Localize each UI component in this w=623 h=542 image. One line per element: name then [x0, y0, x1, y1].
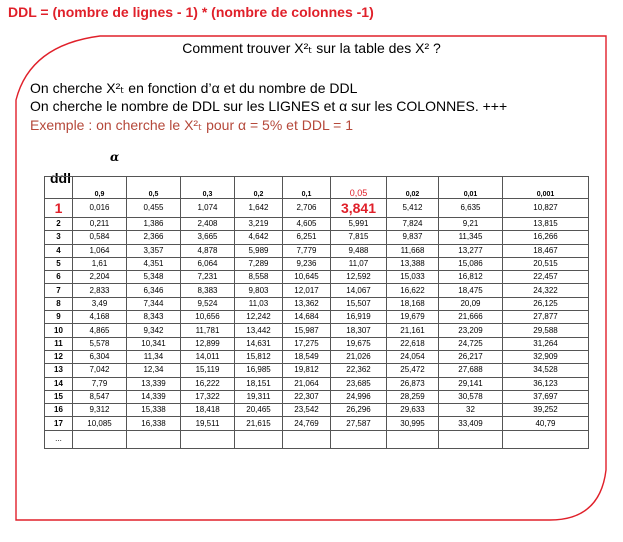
- value-cell: 10,827: [503, 199, 589, 218]
- value-cell: 18,151: [235, 377, 283, 390]
- value-cell: 4,605: [283, 218, 331, 231]
- value-cell: 22,307: [283, 390, 331, 403]
- value-cell: 0,455: [127, 199, 181, 218]
- ddl-cell: 2: [45, 218, 73, 231]
- value-cell: 15,033: [387, 271, 439, 284]
- table-row: [45, 231, 589, 244]
- ddl-cell: 12: [45, 350, 73, 363]
- value-cell: 18,307: [331, 324, 387, 337]
- page-title: [0, 40, 623, 57]
- alpha-column-header: 0,5: [127, 177, 181, 199]
- value-cell: 16,985: [235, 364, 283, 377]
- value-cell: 7,79: [73, 377, 127, 390]
- value-cell: 8,547: [73, 390, 127, 403]
- value-cell: 21,161: [387, 324, 439, 337]
- empty-cell: [73, 430, 127, 448]
- value-cell: 13,362: [283, 297, 331, 310]
- table-row: [45, 297, 589, 310]
- value-cell: 29,633: [387, 404, 439, 417]
- table-row: [45, 364, 589, 377]
- ddl-cell: 11: [45, 337, 73, 350]
- value-cell: 5,412: [387, 199, 439, 218]
- value-cell: 14,631: [235, 337, 283, 350]
- value-cell: 20,09: [439, 297, 503, 310]
- value-cell: 15,119: [181, 364, 235, 377]
- value-cell: 21,064: [283, 377, 331, 390]
- value-cell: 6,346: [127, 284, 181, 297]
- value-cell: 8,383: [181, 284, 235, 297]
- value-cell: 8,343: [127, 311, 181, 324]
- table-row: [45, 284, 589, 297]
- value-cell: 20,515: [503, 257, 589, 270]
- value-cell: 15,086: [439, 257, 503, 270]
- value-cell: 1,642: [235, 199, 283, 218]
- value-cell: 14,339: [127, 390, 181, 403]
- value-cell: 22,457: [503, 271, 589, 284]
- ddl-cell: 17: [45, 417, 73, 430]
- value-cell: 12,34: [127, 364, 181, 377]
- value-cell: 3,219: [235, 218, 283, 231]
- ddl-cell: 7: [45, 284, 73, 297]
- value-cell: 13,815: [503, 218, 589, 231]
- value-cell: 1,074: [181, 199, 235, 218]
- table-row: [45, 390, 589, 403]
- value-cell: 6,064: [181, 257, 235, 270]
- value-cell: 13,442: [235, 324, 283, 337]
- value-cell: 12,242: [235, 311, 283, 324]
- value-cell: 25,472: [387, 364, 439, 377]
- value-cell: 22,618: [387, 337, 439, 350]
- value-cell: 2,706: [283, 199, 331, 218]
- value-cell: 16,812: [439, 271, 503, 284]
- ddl-cell: 3: [45, 231, 73, 244]
- value-cell: 17,322: [181, 390, 235, 403]
- value-cell: 16,622: [387, 284, 439, 297]
- value-cell: 15,507: [331, 297, 387, 310]
- value-cell: 27,877: [503, 311, 589, 324]
- value-cell: 20,465: [235, 404, 283, 417]
- value-cell: 30,578: [439, 390, 503, 403]
- value-cell: 3,49: [73, 297, 127, 310]
- value-cell: 16,338: [127, 417, 181, 430]
- value-cell: 7,042: [73, 364, 127, 377]
- ddl-cell: 10: [45, 324, 73, 337]
- alpha-column-header: 0,1: [283, 177, 331, 199]
- value-cell: 7,289: [235, 257, 283, 270]
- value-cell: 26,125: [503, 297, 589, 310]
- instruction-line-2: On cherche le nombre de DDL sur les LIGNES et α sur les COLONNES. +++: [30, 98, 508, 114]
- table-row: [45, 257, 589, 270]
- ellipsis-cell: ...: [45, 430, 73, 448]
- value-cell: 15,987: [283, 324, 331, 337]
- example-line: Exemple : on cherche le X²ₜ pour α = 5% et DDL = 1: [30, 117, 353, 133]
- value-cell: 30,995: [387, 417, 439, 430]
- table-row: [45, 244, 589, 257]
- value-cell: 23,542: [283, 404, 331, 417]
- table-row: [45, 218, 589, 231]
- alpha-column-header: 0,2: [235, 177, 283, 199]
- value-cell: 11,07: [331, 257, 387, 270]
- value-cell: 10,341: [127, 337, 181, 350]
- empty-cell: [283, 430, 331, 448]
- value-cell: 6,304: [73, 350, 127, 363]
- ddl-cell: 8: [45, 297, 73, 310]
- value-cell: 16,919: [331, 311, 387, 324]
- alpha-column-header: 0,3: [181, 177, 235, 199]
- value-cell: 29,588: [503, 324, 589, 337]
- empty-cell: [181, 430, 235, 448]
- value-cell: 11,668: [387, 244, 439, 257]
- value-cell: 18,467: [503, 244, 589, 257]
- table-row: [45, 311, 589, 324]
- value-cell: 11,781: [181, 324, 235, 337]
- value-cell: 12,899: [181, 337, 235, 350]
- table-row: [45, 199, 589, 218]
- ddl-cell: 13: [45, 364, 73, 377]
- alpha-axis-label: α: [110, 150, 120, 164]
- instruction-line-1: On cherche X²ₜ en fonction d’α et du nombre de DDL: [30, 80, 358, 96]
- value-cell: 36,123: [503, 377, 589, 390]
- empty-cell: [127, 430, 181, 448]
- value-cell: 3,357: [127, 244, 181, 257]
- table-row: [45, 324, 589, 337]
- value-cell: 12,017: [283, 284, 331, 297]
- empty-cell: [503, 430, 589, 448]
- header-row: [45, 177, 589, 199]
- value-cell: 9,342: [127, 324, 181, 337]
- value-cell: 14,011: [181, 350, 235, 363]
- alpha-column-header: 0,001: [503, 177, 589, 199]
- critical-value-highlight: 3,841: [331, 199, 387, 218]
- value-cell: 2,204: [73, 271, 127, 284]
- value-cell: 11,345: [439, 231, 503, 244]
- empty-cell: [439, 430, 503, 448]
- value-cell: 21,666: [439, 311, 503, 324]
- value-cell: 19,812: [283, 364, 331, 377]
- value-cell: 2,833: [73, 284, 127, 297]
- ddl-cell: 1: [45, 199, 73, 218]
- value-cell: 5,989: [235, 244, 283, 257]
- ddl-cell: 4: [45, 244, 73, 257]
- value-cell: 2,366: [127, 231, 181, 244]
- ddl-cell: 9: [45, 311, 73, 324]
- value-cell: 26,873: [387, 377, 439, 390]
- value-cell: 26,217: [439, 350, 503, 363]
- value-cell: 40,79: [503, 417, 589, 430]
- value-cell: 37,697: [503, 390, 589, 403]
- value-cell: 8,558: [235, 271, 283, 284]
- table-row: [45, 350, 589, 363]
- value-cell: 23,685: [331, 377, 387, 390]
- alpha-column-header: 0,01: [439, 177, 503, 199]
- value-cell: 9,236: [283, 257, 331, 270]
- value-cell: 7,344: [127, 297, 181, 310]
- value-cell: 13,339: [127, 377, 181, 390]
- value-cell: 4,642: [235, 231, 283, 244]
- value-cell: 4,351: [127, 257, 181, 270]
- value-cell: 16,266: [503, 231, 589, 244]
- value-cell: 32,909: [503, 350, 589, 363]
- chi-square-table: [44, 176, 589, 449]
- value-cell: 29,141: [439, 377, 503, 390]
- title-text: Comment trouver X²ₜ sur la table des X² ?: [182, 40, 441, 56]
- value-cell: 21,026: [331, 350, 387, 363]
- table-row: [45, 404, 589, 417]
- value-cell: 26,296: [331, 404, 387, 417]
- table-row: [45, 377, 589, 390]
- value-cell: 5,991: [331, 218, 387, 231]
- value-cell: 33,409: [439, 417, 503, 430]
- value-cell: 28,259: [387, 390, 439, 403]
- value-cell: 10,656: [181, 311, 235, 324]
- ddl-cell: 14: [45, 377, 73, 390]
- alpha-column-header-highlight: 0,05: [331, 177, 387, 199]
- alpha-column-header: 0,9: [73, 177, 127, 199]
- value-cell: 18,168: [387, 297, 439, 310]
- value-cell: 34,528: [503, 364, 589, 377]
- value-cell: 12,592: [331, 271, 387, 284]
- value-cell: 0,211: [73, 218, 127, 231]
- value-cell: 7,824: [387, 218, 439, 231]
- value-cell: 10,645: [283, 271, 331, 284]
- empty-cell: [331, 430, 387, 448]
- ddl-cell: 6: [45, 271, 73, 284]
- ddl-cell: 16: [45, 404, 73, 417]
- value-cell: 3,665: [181, 231, 235, 244]
- value-cell: 15,812: [235, 350, 283, 363]
- value-cell: 24,054: [387, 350, 439, 363]
- value-cell: 24,322: [503, 284, 589, 297]
- value-cell: 7,231: [181, 271, 235, 284]
- value-cell: 6,635: [439, 199, 503, 218]
- value-cell: 5,348: [127, 271, 181, 284]
- value-cell: 24,769: [283, 417, 331, 430]
- value-cell: 17,275: [283, 337, 331, 350]
- value-cell: 11,34: [127, 350, 181, 363]
- value-cell: 9,837: [387, 231, 439, 244]
- ddl-cell: 5: [45, 257, 73, 270]
- ddl-cell: 15: [45, 390, 73, 403]
- value-cell: 1,61: [73, 257, 127, 270]
- value-cell: 14,684: [283, 311, 331, 324]
- value-cell: 27,688: [439, 364, 503, 377]
- value-cell: 22,362: [331, 364, 387, 377]
- value-cell: 24,725: [439, 337, 503, 350]
- value-cell: 11,03: [235, 297, 283, 310]
- value-cell: 9,21: [439, 218, 503, 231]
- value-cell: 6,251: [283, 231, 331, 244]
- value-cell: 18,418: [181, 404, 235, 417]
- value-cell: 18,549: [283, 350, 331, 363]
- value-cell: 16,222: [181, 377, 235, 390]
- value-cell: 1,064: [73, 244, 127, 257]
- value-cell: 21,615: [235, 417, 283, 430]
- value-cell: 9,488: [331, 244, 387, 257]
- value-cell: 9,803: [235, 284, 283, 297]
- table-row: [45, 337, 589, 350]
- value-cell: 4,878: [181, 244, 235, 257]
- value-cell: 10,085: [73, 417, 127, 430]
- value-cell: 27,587: [331, 417, 387, 430]
- value-cell: 15,338: [127, 404, 181, 417]
- table-row: [45, 417, 589, 430]
- value-cell: 19,679: [387, 311, 439, 324]
- value-cell: 32: [439, 404, 503, 417]
- value-cell: 13,388: [387, 257, 439, 270]
- value-cell: 9,312: [73, 404, 127, 417]
- value-cell: 0,584: [73, 231, 127, 244]
- value-cell: 2,408: [181, 218, 235, 231]
- ddl-formula: DDL = (nombre de lignes - 1) * (nombre de colonnes -1): [8, 4, 374, 20]
- value-cell: 9,524: [181, 297, 235, 310]
- value-cell: 7,779: [283, 244, 331, 257]
- value-cell: 1,386: [127, 218, 181, 231]
- value-cell: 31,264: [503, 337, 589, 350]
- value-cell: 7,815: [331, 231, 387, 244]
- value-cell: 19,511: [181, 417, 235, 430]
- value-cell: 39,252: [503, 404, 589, 417]
- value-cell: 13,277: [439, 244, 503, 257]
- value-cell: 4,865: [73, 324, 127, 337]
- value-cell: 14,067: [331, 284, 387, 297]
- empty-cell: [387, 430, 439, 448]
- empty-cell: [235, 430, 283, 448]
- ddl-axis-label: ddl: [50, 170, 71, 186]
- value-cell: 0,016: [73, 199, 127, 218]
- value-cell: 24,996: [331, 390, 387, 403]
- value-cell: 5,578: [73, 337, 127, 350]
- corner-cell: [45, 177, 73, 199]
- value-cell: 18,475: [439, 284, 503, 297]
- table-row: [45, 271, 589, 284]
- value-cell: 19,311: [235, 390, 283, 403]
- value-cell: 4,168: [73, 311, 127, 324]
- ellipsis-row: [45, 430, 589, 448]
- alpha-column-header: 0,02: [387, 177, 439, 199]
- value-cell: 23,209: [439, 324, 503, 337]
- value-cell: 19,675: [331, 337, 387, 350]
